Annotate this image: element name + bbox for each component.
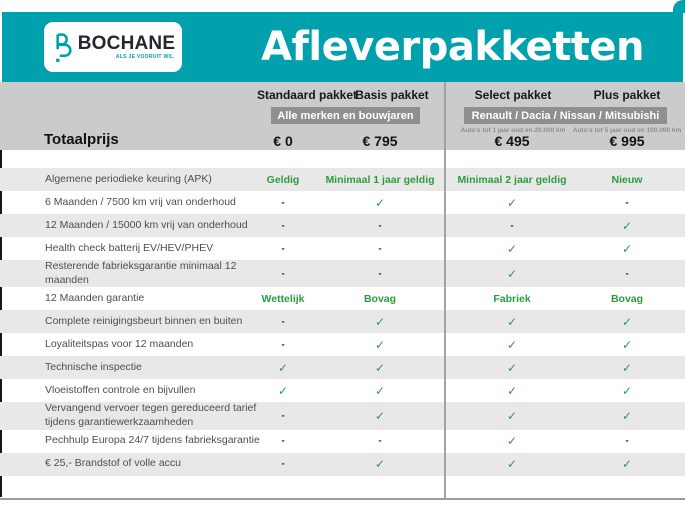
- column-group-divider: [444, 82, 446, 498]
- group-badge-renault-dacia-nissan-mitsubishi: Renault / Dacia / Nissan / Mitsubishi: [464, 107, 667, 124]
- dash-mark: -: [510, 220, 514, 231]
- value-text: Minimaal 2 jaar geldig: [457, 173, 567, 186]
- row-label: Algemene periodieke keuring (APK): [45, 172, 212, 185]
- check-icon: ✓: [506, 434, 518, 449]
- dash-mark: -: [281, 243, 285, 254]
- check-icon: ✓: [506, 314, 518, 329]
- dash-mark: -: [281, 316, 285, 328]
- check-icon: ✓: [621, 218, 633, 233]
- row-label: Loyaliteitspas voor 12 maanden: [45, 337, 194, 350]
- column-header-plus-pakket: Plus pakket: [593, 88, 661, 102]
- check-icon: ✓: [506, 408, 518, 423]
- value-text: Nieuw: [611, 173, 643, 186]
- check-icon: ✓: [374, 195, 386, 210]
- check-icon: ✓: [621, 337, 633, 352]
- check-icon: ✓: [374, 457, 386, 472]
- value-text: Wettelijk: [261, 292, 305, 305]
- dash-mark: -: [625, 435, 629, 447]
- dash-mark: -: [281, 435, 285, 447]
- row-label: Pechhulp Europa 24/7 tijdens fabrieksgarantie: [45, 434, 260, 447]
- check-icon: ✓: [374, 408, 386, 423]
- price-basis: € 795: [362, 133, 398, 149]
- plus-pakket-subtitle: Auto's tot 5 jaar oud en 100.000 km: [572, 127, 682, 134]
- check-icon: ✓: [621, 457, 633, 472]
- check-icon: ✓: [374, 383, 386, 398]
- row-label: Health check batterij EV/HEV/PHEV: [45, 241, 214, 254]
- totals-label: Totaalprijs: [44, 131, 119, 148]
- check-icon: ✓: [621, 314, 633, 329]
- group-badge-alle-merken: Alle merken en bouwjaren: [271, 107, 420, 124]
- dash-mark: -: [281, 268, 285, 280]
- dash-mark: -: [378, 435, 382, 447]
- check-icon: ✓: [374, 314, 386, 329]
- dash-mark: -: [281, 410, 285, 422]
- dash-mark: -: [625, 197, 629, 208]
- check-icon: ✓: [621, 360, 633, 375]
- page-title: Afleverpakketten: [261, 24, 644, 70]
- value-text: Bovag: [363, 292, 397, 305]
- dash-mark: -: [378, 268, 382, 280]
- check-icon: ✓: [621, 241, 633, 256]
- column-header-basis-pakket: Basis pakket: [355, 88, 429, 102]
- select-pakket-subtitle: Auto's tot 1 jaar oud en 20.000 km: [460, 127, 566, 134]
- feature-table: [0, 168, 685, 497]
- check-icon: ✓: [506, 383, 518, 398]
- table-row: [0, 402, 685, 429]
- table-row: [0, 260, 685, 287]
- column-header-standaard-pakket: Standaard pakket: [256, 88, 358, 102]
- table-row: [0, 379, 685, 402]
- row-label: 12 Maanden / 15000 km vrij van onderhoud: [45, 218, 248, 231]
- value-text: Bovag: [610, 292, 644, 305]
- table-row: [0, 287, 685, 310]
- check-icon: ✓: [277, 383, 289, 398]
- row-label: Technische inspectie: [45, 360, 142, 373]
- check-icon: ✓: [506, 360, 518, 375]
- dash-mark: -: [378, 243, 382, 254]
- table-row: [0, 356, 685, 379]
- table-row: [0, 168, 685, 191]
- corner-accent: [673, 0, 685, 13]
- column-header-select-pakket: Select pakket: [474, 88, 552, 102]
- row-label: 6 Maanden / 7500 km vrij van onderhoud: [45, 195, 236, 208]
- table-row: [0, 430, 685, 453]
- table-row: [0, 237, 685, 260]
- price-plus: € 995: [609, 133, 645, 149]
- check-icon: ✓: [506, 337, 518, 352]
- check-icon: ✓: [506, 195, 518, 210]
- pricing-header-band: [0, 82, 685, 150]
- check-icon: ✓: [621, 408, 633, 423]
- value-text: Geldig: [266, 173, 300, 186]
- table-row: [0, 333, 685, 356]
- check-icon: ✓: [506, 266, 518, 281]
- header-band: [2, 12, 683, 82]
- table-row: [0, 191, 685, 214]
- row-label: Vervangend vervoer tegen gereduceerd tarief tijdens garantiewerkzaamheden: [45, 402, 257, 428]
- row-label: Vloeistoffen controle en bijvullen: [45, 383, 196, 396]
- table-row: [0, 214, 685, 237]
- table-row: [0, 453, 685, 476]
- price-standaard: € 0: [273, 133, 293, 149]
- bottom-border: [0, 498, 685, 500]
- price-select: € 495: [494, 133, 530, 149]
- bochane-b-icon: [51, 31, 73, 63]
- dash-mark: -: [281, 197, 285, 208]
- brand-text: [78, 34, 175, 60]
- table-row: [0, 310, 685, 333]
- dash-mark: -: [281, 458, 285, 470]
- value-text: Fabriek: [493, 292, 531, 305]
- check-icon: ✓: [374, 337, 386, 352]
- empty-row: [0, 476, 683, 497]
- check-icon: ✓: [277, 360, 289, 375]
- value-text: Minimaal 1 jaar geldig: [325, 173, 435, 186]
- dash-mark: -: [625, 268, 629, 280]
- check-icon: ✓: [374, 360, 386, 375]
- row-label: 12 Maanden garantie: [45, 291, 145, 304]
- check-icon: ✓: [621, 383, 633, 398]
- row-label: Complete reinigingsbeurt binnen en buiten: [45, 314, 243, 327]
- spacer-row: [0, 150, 685, 168]
- check-icon: ✓: [506, 457, 518, 472]
- row-label: € 25,- Brandstof of volle accu: [45, 457, 181, 470]
- dash-mark: -: [281, 220, 285, 231]
- dash-mark: -: [281, 339, 285, 351]
- brand-tagline: ALS JE VOORUIT WIL.: [115, 54, 176, 60]
- row-label: Resterende fabrieksgarantie minimaal 12 maanden: [45, 260, 237, 286]
- brand-name: BOCHANE: [77, 33, 176, 54]
- dash-mark: -: [378, 220, 382, 231]
- bochane-logo: [44, 22, 182, 72]
- check-icon: ✓: [506, 241, 518, 256]
